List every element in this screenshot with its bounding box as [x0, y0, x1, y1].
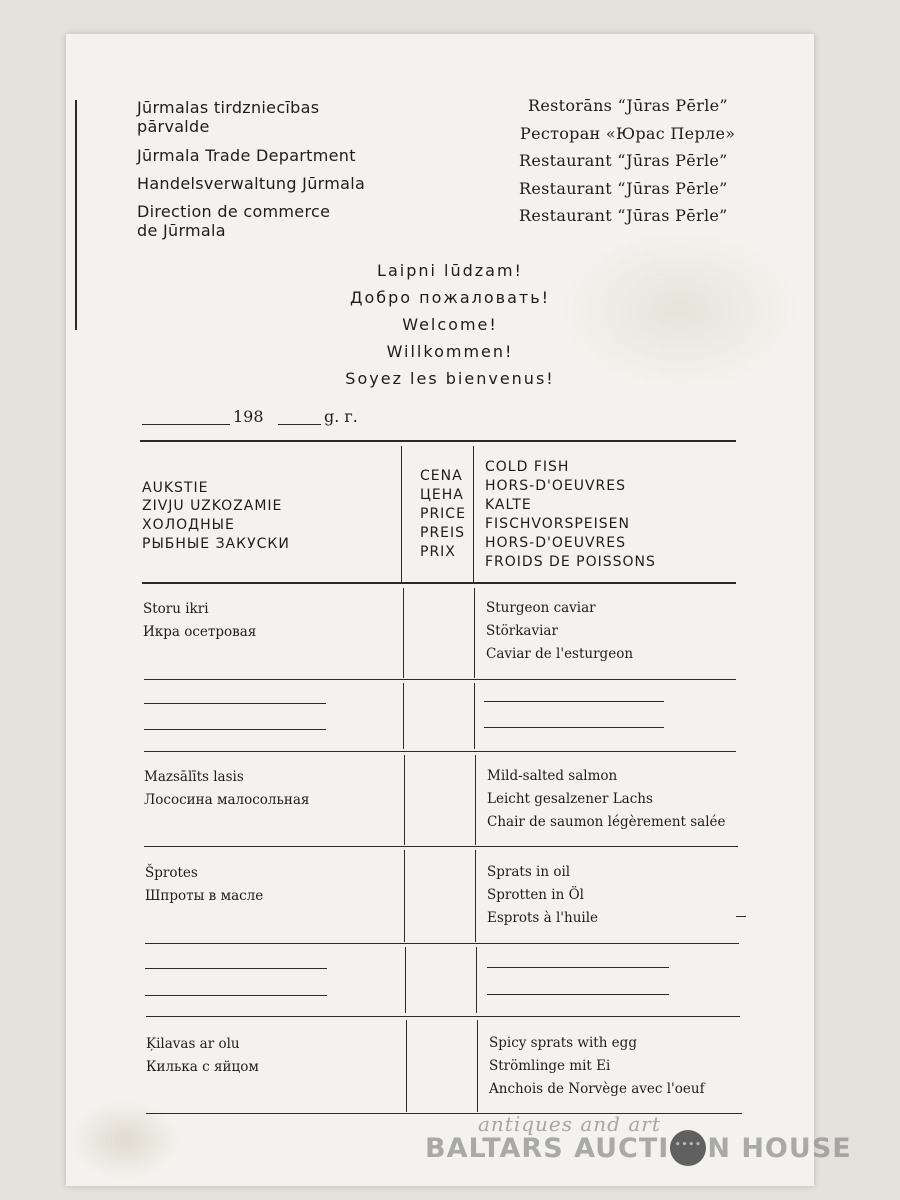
header-right-line: Restorāns “Jūras Pērle” [528, 96, 728, 115]
item-name-lv: Storu ikri [143, 601, 209, 617]
date-year-prefix: 198 [233, 407, 264, 426]
header-left-line: Direction de commerce [137, 202, 331, 221]
row-rule [144, 846, 738, 847]
header-left-line: Jūrmalas tirdzniecības [137, 98, 320, 117]
row-rule [146, 1016, 740, 1017]
right-heading-line: FISCHVORSPEISEN [485, 516, 630, 532]
price-heading-line: PRIX [420, 544, 456, 560]
header-right-line: Restaurant “Jūras Pērle” [519, 206, 728, 225]
item-name-ru: Лососина малосольная [144, 792, 310, 808]
blank-entry-line [145, 995, 327, 996]
header-bottom-rule [142, 582, 736, 584]
watermark-logo [425, 1130, 852, 1166]
greeting: Welcome! [402, 315, 498, 334]
item-name-ru: Шпроты в масле [145, 888, 264, 904]
column-divider [475, 755, 476, 845]
item-name-fr: Anchois de Norvège avec l'oeuf [489, 1081, 705, 1097]
blank-entry-line [145, 968, 327, 969]
column-divider [475, 850, 476, 942]
price-heading-line: PREIS [420, 525, 466, 541]
item-name-fr: Chair de saumon légèrement salée [487, 814, 726, 830]
left-heading-line: РЫБНЫЕ ЗАКУСКИ [142, 536, 290, 552]
margin-mark [736, 916, 746, 917]
column-divider [474, 588, 475, 678]
column-divider [403, 683, 404, 749]
price-heading-line: CENA [420, 468, 463, 484]
item-name-en: Spicy sprats with egg [489, 1035, 637, 1051]
header-left-line: pārvalde [137, 117, 210, 136]
item-name-en: Mild-salted salmon [487, 768, 618, 784]
header-right-line: Restaurant “Jūras Pērle” [519, 151, 728, 170]
page-edge-line [75, 100, 77, 330]
gavel-icon [670, 1130, 706, 1166]
column-divider [476, 947, 477, 1013]
item-name-lv: Mazsālīts lasis [144, 769, 244, 785]
watermark-text-before: BALTARS AUCTI [425, 1132, 670, 1164]
header-left-line: de Jūrmala [137, 221, 226, 240]
header-left-line: Jūrmala Trade Department [137, 146, 356, 165]
column-divider [404, 850, 405, 942]
item-name-ru: Икра осетровая [143, 624, 257, 640]
watermark-script-text: antiques and art [478, 1112, 661, 1136]
column-divider [406, 1020, 407, 1112]
item-name-en: Sturgeon caviar [486, 600, 596, 616]
column-divider [473, 446, 474, 582]
item-name-de: Leicht gesalzener Lachs [487, 791, 653, 807]
greeting: Добро пожаловать! [349, 288, 551, 307]
table-top-rule [140, 440, 736, 442]
date-blank [278, 424, 321, 425]
item-name-fr: Caviar de l'esturgeon [486, 646, 634, 662]
right-heading-line: COLD FISH [485, 459, 570, 475]
greeting: Laipni lūdzam! [377, 261, 523, 280]
column-divider [477, 1020, 478, 1112]
greeting: Soyez les bienvenus! [345, 369, 555, 388]
item-name-lv: Ķilavas ar olu [146, 1036, 240, 1052]
item-name-de: Störkaviar [486, 623, 558, 639]
blank-entry-line [487, 967, 669, 968]
item-name-de: Sprotten in Öl [487, 887, 584, 903]
column-divider [474, 683, 475, 749]
blank-entry-line [484, 701, 664, 702]
blank-entry-line [144, 703, 326, 704]
row-rule [144, 751, 736, 752]
header-left-line: Handelsverwaltung Jūrmala [137, 174, 366, 193]
right-heading-line: KALTE [485, 497, 532, 513]
column-divider [404, 755, 405, 845]
price-heading-line: PRICE [420, 506, 466, 522]
item-name-en: Sprats in oil [487, 864, 571, 880]
column-divider [405, 947, 406, 1013]
header-right-line: Ресторан «Юрас Перле» [520, 124, 736, 143]
row-rule [144, 679, 736, 680]
blank-entry-line [487, 994, 669, 995]
blank-entry-line [144, 729, 326, 730]
right-heading-line: HORS-D'OEUVRES [485, 478, 626, 494]
date-blank [142, 424, 230, 425]
column-divider [401, 446, 402, 582]
item-name-fr: Esprots à l'huile [487, 910, 599, 926]
column-divider [403, 588, 404, 678]
price-heading-line: ЦЕНА [420, 487, 464, 503]
blank-entry-line [484, 727, 664, 728]
date-suffix: g. г. [324, 407, 358, 426]
left-heading-line: ХОЛОДНЫЕ [142, 517, 235, 533]
item-name-de: Strömlinge mit Ei [489, 1058, 611, 1074]
item-name-lv: Šprotes [145, 865, 198, 881]
greeting: Willkommen! [386, 342, 514, 361]
left-heading-line: ZIVJU UZKOZAMIE [142, 498, 283, 514]
right-heading-line: FROIDS DE POISSONS [485, 554, 656, 570]
header-right-line: Restaurant “Jūras Pērle” [519, 179, 728, 198]
right-heading-line: HORS-D'OEUVRES [485, 535, 626, 551]
left-heading-line: AUKSTIE [142, 480, 209, 496]
watermark-text-after: N HOUSE [707, 1132, 852, 1164]
item-name-ru: Килька с яйцом [146, 1059, 259, 1075]
row-rule [145, 943, 739, 944]
